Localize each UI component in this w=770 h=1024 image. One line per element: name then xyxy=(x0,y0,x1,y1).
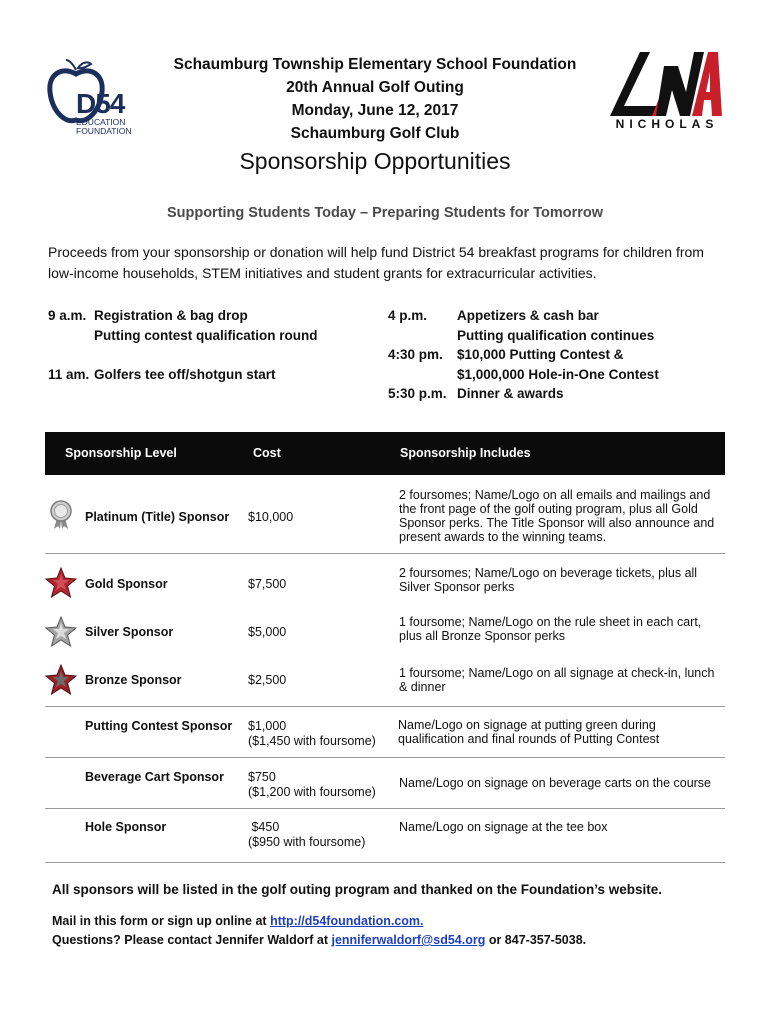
website-link[interactable]: http://d54foundation.com. xyxy=(270,914,424,928)
schedule-item: $1,000,000 Hole-in-One Contest xyxy=(457,366,659,382)
table-row xyxy=(45,769,725,807)
schedule-right xyxy=(386,306,716,404)
sponsor-cost: $750 ($1,200 with foursome) xyxy=(248,770,376,799)
sponsor-note: All sponsors will be listed in the golf outing program and thanked on the Foundation’s website. xyxy=(52,882,663,897)
d54-text: D54 xyxy=(76,88,125,119)
page-title: Sponsorship Opportunities xyxy=(239,148,511,174)
bronze-star-icon xyxy=(45,664,77,696)
nicholas-logo xyxy=(606,48,724,134)
schedule-item: 4 p.m. Appetizers & cash bar xyxy=(388,308,599,323)
sponsor-cost: $450 ($950 with foursome) xyxy=(248,820,366,849)
header-cost: Cost xyxy=(253,446,281,460)
row-divider xyxy=(45,553,725,554)
d54-subtext-1: EDUCATION xyxy=(76,117,126,127)
header-includes: Sponsorship Includes xyxy=(400,446,531,460)
gold-star-icon xyxy=(45,567,77,599)
email-link[interactable]: jenniferwaldorf@sd54.org xyxy=(331,933,486,947)
sponsor-cost: $5,000 xyxy=(248,625,287,639)
sponsor-includes: 1 foursome; Name/Logo on all signage at check-in, lunch & dinner xyxy=(399,666,715,694)
nicholas-name: NICHOLAS xyxy=(615,117,719,131)
event-name: 20th Annual Golf Outing xyxy=(286,79,464,96)
table-row xyxy=(45,660,725,702)
schedule-item: Putting qualification continues xyxy=(457,327,655,343)
sponsor-level: Hole Sponsor xyxy=(85,820,167,834)
sponsor-cost: $7,500 xyxy=(248,577,287,591)
schedule-item: 11 am. Golfers tee off/shotgun start xyxy=(48,366,276,382)
event-location: Schaumburg Golf Club xyxy=(290,125,460,142)
sponsor-includes: 1 foursome; Name/Logo on the rule sheet in each cart, plus all Bronze Sponsor perks xyxy=(399,615,702,643)
page-subtitle: Supporting Students Today – Preparing Students for Tomorrow xyxy=(166,205,604,221)
sponsor-cost: $2,500 xyxy=(248,673,287,687)
contact-info xyxy=(52,912,586,950)
foundation-name: Schaumburg Township Elementary School Foundation xyxy=(173,56,577,73)
sponsor-level: Silver Sponsor xyxy=(85,625,174,639)
schedule-item: Putting contest qualification round xyxy=(94,327,318,343)
row-divider xyxy=(45,808,725,809)
sponsor-includes: 2 foursomes; Name/Logo on beverage tickets, plus all Silver Sponsor perks xyxy=(399,566,698,594)
sponsor-includes: Name/Logo on signage at the tee box xyxy=(399,820,608,834)
table-row xyxy=(45,486,725,548)
schedule-left xyxy=(48,306,378,384)
d54-logo xyxy=(46,58,146,136)
table-header xyxy=(45,432,725,475)
schedule-item: 5:30 p.m. Dinner & awards xyxy=(388,386,564,401)
table-row xyxy=(45,819,725,857)
sponsor-cost: $1,000 ($1,450 with foursome) xyxy=(248,719,376,748)
platinum-medal-icon xyxy=(45,498,77,530)
table-row xyxy=(45,563,725,605)
sponsor-level: Platinum (Title) Sponsor xyxy=(85,510,230,524)
table-row xyxy=(45,718,725,756)
sponsor-includes: Name/Logo on signage on beverage carts on the course xyxy=(399,776,712,790)
silver-star-icon xyxy=(45,616,77,648)
schedule-item: 9 a.m. Registration & bag drop xyxy=(48,308,248,323)
sponsor-level: Beverage Cart Sponsor xyxy=(85,770,224,784)
sponsor-level: Gold Sponsor xyxy=(85,577,168,591)
lna-mark-icon xyxy=(606,48,724,118)
event-date: Monday, June 12, 2017 xyxy=(291,102,459,119)
sponsor-includes: Name/Logo on signage at putting green during qualification and final rounds of Putting Contest xyxy=(398,718,660,746)
questions-line: Questions? Please contact Jennifer Waldorf at jenniferwaldorf@sd54.org or 847-357-5038. xyxy=(52,933,587,947)
sponsor-includes: 2 foursomes; Name/Logo on all emails and mailings and the front page of the golf outing program, plus all Gold Sponsor perks. The Title Sponsor will also announce and present awards to the winning teams. xyxy=(399,488,715,544)
mail-line: Mail in this form or sign up online at http://d54foundation.com. xyxy=(52,914,424,928)
row-divider xyxy=(45,706,725,707)
sponsor-level: Bronze Sponsor xyxy=(85,673,182,687)
event-header xyxy=(150,53,600,145)
header-level: Sponsorship Level xyxy=(65,446,177,460)
table-row xyxy=(45,612,725,654)
sponsor-level: Putting Contest Sponsor xyxy=(85,719,233,733)
row-divider xyxy=(45,757,725,758)
intro-paragraph: Proceeds from your sponsorship or donation will help fund District 54 breakfast programs for children from low-income households, STEM initiatives and student grants for extracurricular activities. xyxy=(48,244,704,281)
sponsor-cost: $10,000 xyxy=(248,510,294,524)
d54-subtext-2: FOUNDATION xyxy=(76,126,132,136)
schedule-item: 4:30 pm. $10,000 Putting Contest & xyxy=(388,347,624,362)
row-divider xyxy=(45,862,725,863)
